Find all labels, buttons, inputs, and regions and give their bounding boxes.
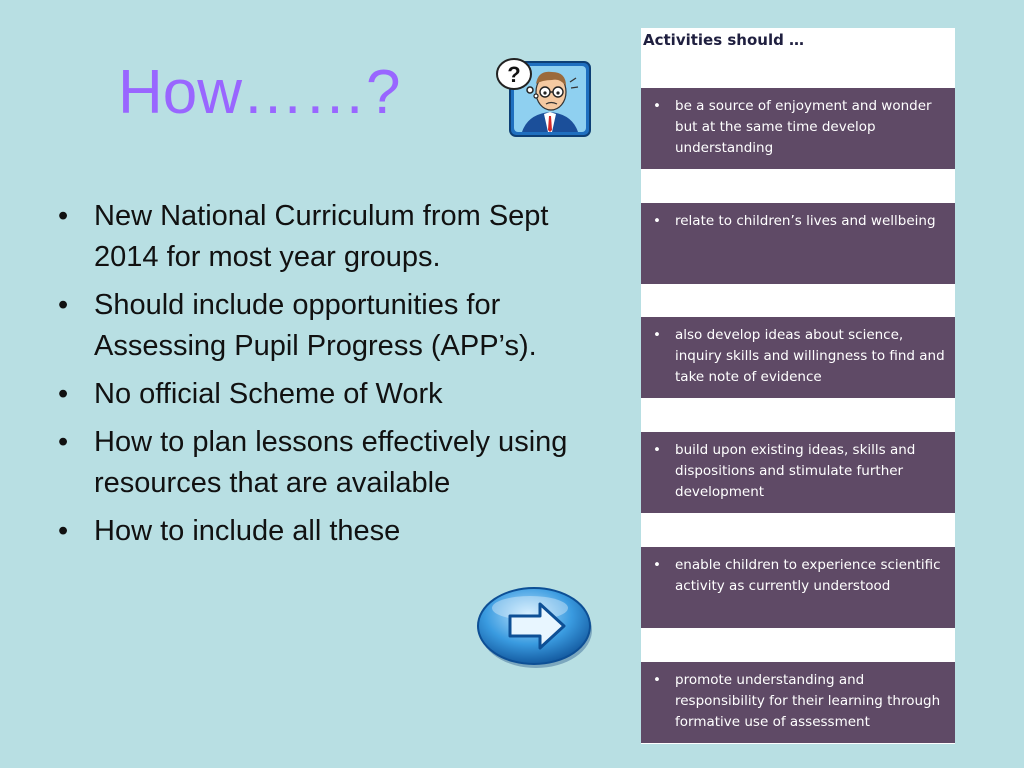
activity-text: be a source of enjoyment and wonder but at the same time develop understanding: [675, 98, 932, 156]
bullet-text: How to include all these: [94, 515, 401, 547]
bubble-question-mark: ?: [507, 62, 521, 87]
bullet-dot: •: [653, 557, 661, 573]
bullet-dot: •: [653, 442, 661, 458]
bullet-dot: •: [58, 378, 69, 410]
activity-text: relate to children’s lives and wellbeing: [675, 213, 936, 229]
bullet-item: [56, 374, 596, 415]
slide-title: How……?: [118, 58, 401, 127]
bullet-dot: •: [58, 200, 69, 232]
activity-text: promote understanding and responsibility for their learning through formative use of assessment: [675, 672, 941, 730]
bullet-item: [56, 422, 596, 504]
activity-item: [641, 317, 955, 398]
activity-item: [641, 662, 955, 743]
bullet-dot: •: [58, 289, 69, 321]
bullet-text: How to plan lessons effectively using resources that are available: [94, 426, 568, 499]
activity-text: build upon existing ideas, skills and dispositions and stimulate further development: [675, 442, 916, 500]
bullet-item: [56, 511, 596, 552]
bullet-list: [56, 196, 596, 559]
activities-panel: [641, 28, 955, 744]
bullet-dot: •: [653, 213, 661, 229]
bullet-dot: •: [58, 426, 69, 458]
activity-item: [641, 547, 955, 628]
bullet-dot: •: [653, 98, 661, 114]
panel-title: Activities should …: [643, 31, 805, 49]
activity-text: enable children to experience scientific activity as currently understood: [675, 557, 941, 594]
bullet-text: No official Scheme of Work: [94, 378, 443, 410]
confused-man-icon: [494, 52, 594, 138]
bullet-text: Should include opportunities for Assessing Pupil Progress (APP’s).: [94, 289, 537, 362]
bullet-dot: •: [653, 672, 661, 688]
bullet-dot: •: [653, 327, 661, 343]
activity-item: [641, 88, 955, 169]
activity-item: [641, 432, 955, 513]
bullet-item: [56, 196, 596, 278]
activity-text: also develop ideas about science, inquiry skills and willingness to find and take note of evidence: [675, 327, 945, 385]
bullet-text: New National Curriculum from Sept 2014 for most year groups.: [94, 200, 549, 273]
next-arrow-icon[interactable]: [476, 584, 596, 670]
bullet-item: [56, 285, 596, 367]
activity-item: [641, 203, 955, 284]
bullet-dot: •: [58, 515, 69, 547]
